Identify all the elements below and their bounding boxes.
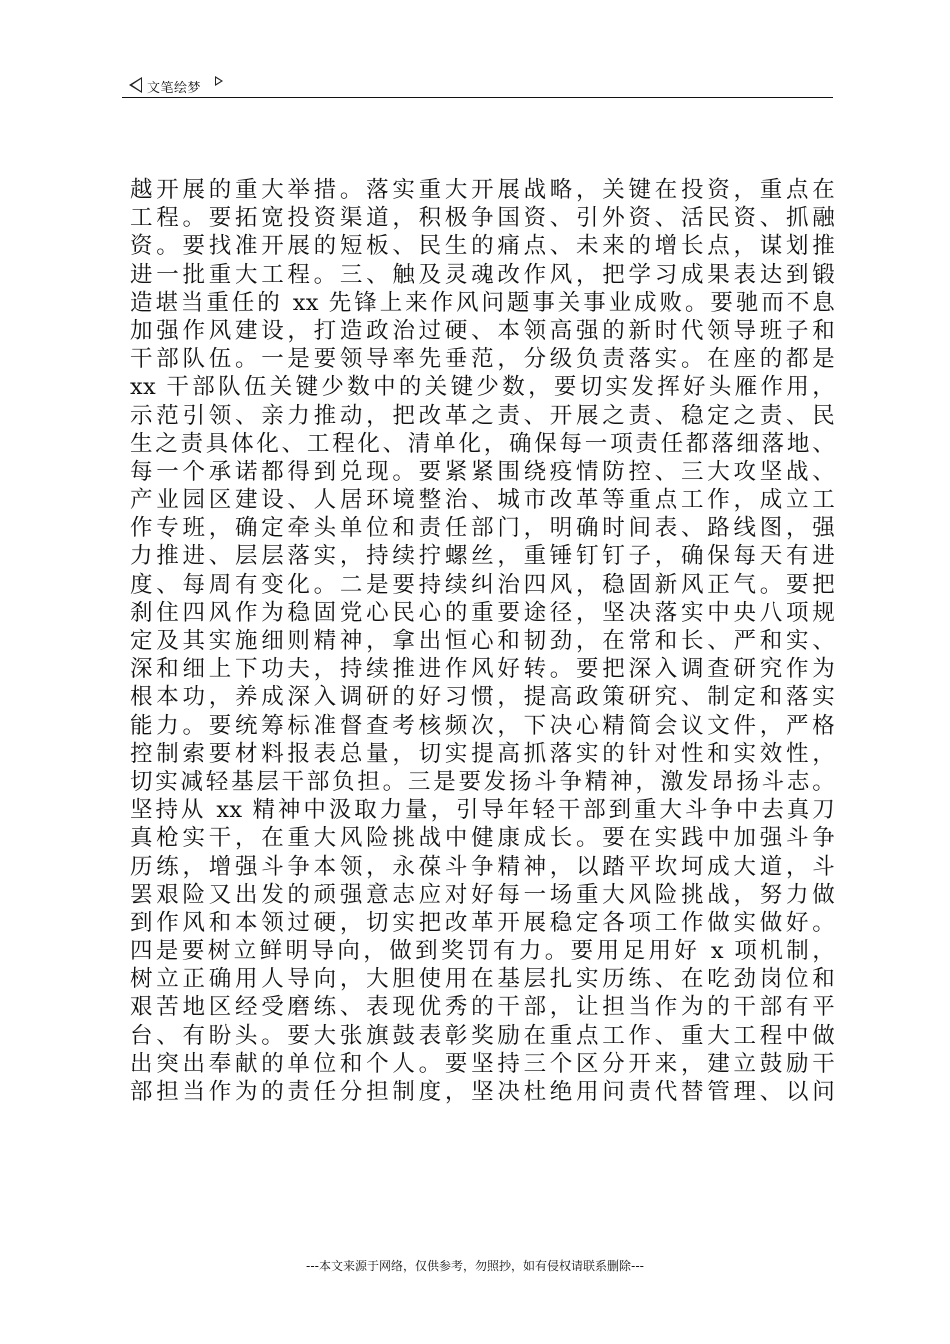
text-line: 干部队伍。一是要领导率先垂范，分级负责落实。在座的都是 xyxy=(130,346,835,373)
text-line: 资。要找准开展的短板、民生的痛点、未来的增长点，谋划推 xyxy=(130,233,835,260)
text-line: 切实减轻基层干部负担。三是要发扬斗争精神，激发昂扬斗志。 xyxy=(130,768,835,795)
text-line: xx 干部队伍关键少数中的关键少数，要切实发挥好头雁作用， xyxy=(130,374,835,401)
text-line: 树立正确用人导向，大胆使用在基层扎实历练、在吃劲岗位和 xyxy=(130,966,835,993)
text-line: 到作风和本领过硬，切实把改革开展稳定各项工作做实做好。 xyxy=(130,909,835,936)
text-line: 刹住四风作为稳固党心民心的重要途径，坚决落实中央八项规 xyxy=(130,599,835,626)
text-line: 度、每周有变化。二是要持续纠治四风，稳固新风正气。要把 xyxy=(130,571,835,598)
text-line: 真枪实干，在重大风险挑战中健康成长。要在实践中加强斗争 xyxy=(130,825,835,852)
text-line: 造堪当重任的 xx 先锋上来作风问题事关事业成败。要驰而不息 xyxy=(130,289,835,316)
text-line: 示范引领、亲力推动，把改革之责、开展之责、稳定之责、民 xyxy=(130,402,835,429)
text-line: 产业园区建设、人居环境整治、城市改革等重点工作，成立工 xyxy=(130,487,835,514)
brand-label: 文笔绘梦 xyxy=(147,81,202,96)
text-line: 力推进、层层落实，持续拧螺丝，重锤钉钉子，确保每天有进 xyxy=(130,543,835,570)
text-line: 四是要树立鲜明导向，做到奖罚有力。要用足用好 x 项机制， xyxy=(130,938,835,965)
text-line: 出突出奉献的单位和个人。要坚持三个区分开来，建立鼓励干 xyxy=(130,1050,835,1077)
text-line: 定及其实施细则精神，拿出恒心和韧劲，在常和长、严和实、 xyxy=(130,628,835,654)
text-line: 艰苦地区经受磨练、表现优秀的干部，让担当作为的干部有平 xyxy=(130,994,835,1021)
text-line: 根本功，养成深入调研的好习惯，提高政策研究、制定和落实 xyxy=(130,684,835,711)
text-line: 进一批重大工程。三、触及灵魂改作风，把学习成果表达到锻 xyxy=(130,261,835,288)
triangle-left-icon xyxy=(129,77,142,93)
text-line: 罢艰险又出发的顽强意志应对好每一场重大风险挑战，努力做 xyxy=(130,881,835,908)
text-line: 生之责具体化、工程化、清单化，确保每一项责任都落细落地、 xyxy=(130,430,835,457)
header-divider xyxy=(122,97,833,98)
triangle-right-icon xyxy=(215,76,223,86)
text-line: 工程。要拓宽投资渠道，积极争国资、引外资、活民资、抓融 xyxy=(130,205,835,232)
footer-disclaimer: ---本文来源于网络，仅供参考，勿照抄，如有侵权请联系删除--- xyxy=(306,1259,644,1273)
text-line: 台、有盼头。要大张旗鼓表彰奖励在重点工作、重大工程中做 xyxy=(130,1022,835,1049)
text-line: 部担当作为的责任分担制度，坚决杜绝用问责代替管理、以问 xyxy=(130,1079,835,1105)
text-line: 历练，增强斗争本领，永葆斗争精神，以踏平坎坷成大道，斗 xyxy=(130,853,835,880)
text-line: 坚持从 xx 精神中汲取力量，引导年轻干部到重大斗争中去真刀 xyxy=(130,797,835,824)
text-line: 作专班，确定牵头单位和责任部门，明确时间表、路线图，强 xyxy=(130,515,835,542)
body-text xyxy=(130,176,835,1106)
text-line: 深和细上下功夫，持续推进作风好转。要把深入调查研究作为 xyxy=(130,656,835,683)
text-line: 越开展的重大举措。落实重大开展战略，关键在投资，重点在 xyxy=(130,177,835,203)
text-line: 每一个承诺都得到兑现。要紧紧围绕疫情防控、三大攻坚战、 xyxy=(130,458,835,485)
text-line: 控制索要材料报表总量，切实提高抓落实的针对性和实效性， xyxy=(130,740,835,767)
text-line: 能力。要统筹标准督查考核频次，下决心精简会议文件，严格 xyxy=(130,712,835,739)
page-header xyxy=(129,74,832,98)
text-line: 加强作风建设，打造政治过硬、本领高强的新时代领导班子和 xyxy=(130,317,835,344)
